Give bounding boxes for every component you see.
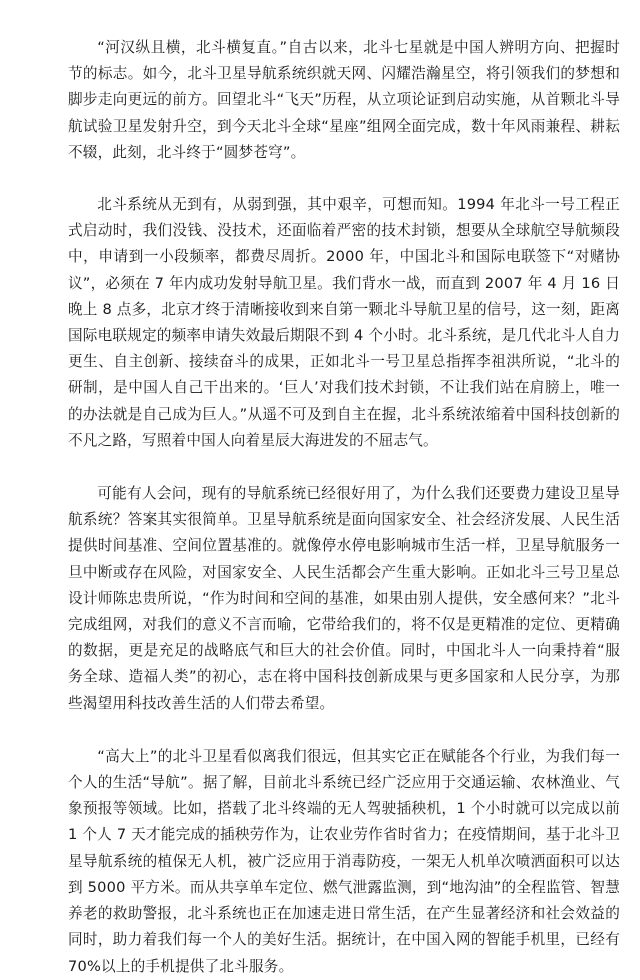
- paragraph-why-satellite-navigation: 可能有人会问，现有的导航系统已经很好用了，为什么我们还要费力建设卫星导航系统？答案其实很简单。卫星导航系统是面向国家安全、社会经济发展、人民生活提供时间基准、空间位置基准的。就像停水停电影响城市生活一样，卫星导航服务一旦中断或存在风险，对国家安全、人民生活都会产生重大影响。正如北斗三号卫星总设计师陈忠贵所说，“作为时间和空间的基准，如果由别人提供，安全感何来？”北斗完成组网，对我们的意义不言而喻，它带给我们的，将不仅是更精准的定位、更精确的数据，更是充足的战略底气和巨大的社会价值。同时，中国北斗人一向秉持着“服务全球、造福人类”的初心，志在将中国科技创新成果与更多国家和人民分享，为那些渴望用科技改善生活的人们带去希望。: [68, 485, 620, 712]
- paragraph-beidou-origin: “河汉纵且横，北斗横复直。”自古以来，北斗七星就是中国人辨明方向、把握时节的标志。如今，北斗卫星导航系统织就天网、闪耀浩瀚星空，将引领我们的梦想和脚步走向更远的前方。回望北斗“飞天”历程，从立项论证到启动实施，从首颗北斗导航试验卫星发射升空，到今天北斗全球“星座”组网全面完成，数十年风雨兼程、耕耘不辍，此刻，北斗终于“圆梦苍穹”。: [68, 39, 620, 161]
- paragraph-beidou-applications: “高大上”的北斗卫星看似离我们很远，但其实它正在赋能各个行业，为我们每一个人的生活“导航”。据了解，目前北斗系统已经广泛应用于交通运输、农林渔业、气象预报等领域。比如，搭载了北斗终端的无人驾驶插秧机，1 个小时就可以完成以前 1 个人 7 天才能完成的插秧劳作为，让农业劳作省时省力；在疫情期间，基于北斗卫星导航系统的植保无人机，被广泛应用于消毒防疫，一架无人机单次喷洒面积可以达到 5000 平方米。而从共享单车定位、燃气泄露监测，到“地沟油”的全程监管、智慧养老的救助警报，北斗系统也正在加速走进日常生活，在产生显著经济和社会效益的同时，助力着我们每一个人的美好生活。据统计，在中国入网的智能手机里，已经有 70%以上的手机提供了北斗服务。: [68, 747, 620, 975]
- article-body: [68, 35, 620, 980]
- paragraph-beidou-history: 北斗系统从无到有，从弱到强，其中艰辛，可想而知。1994 年北斗一号工程正式启动时，我们没钱、没技术，还面临着严密的技术封锁，想要从全球航空导航频段中，申请到一小段频率，都费尽周折。2000 年，中国北斗和国际电联签下“对赌协议”，必须在 7 年内成功发射导航卫星。我们背水一战，而直到 2007 年 4 月 16 日晚上 8 点多，北京才终于清晰接收到来自第一颗北斗导航卫星的信号，这一刻，距离国际电联规定的频率申请失效最后期限不到 4 个小时。北斗系统，是几代北斗人自力更生、自主创新、接续奋斗的成果，正如北斗一号卫星总指挥李祖洪所说，“北斗的研制，是中国人自己干出来的。‘巨人’对我们技术封锁，不让我们站在肩膀上，唯一的办法就是自己成为巨人。”从遥不可及到自主在握，北斗系统浓缩着中国科技创新的不凡之路，写照着中国人向着星辰大海进发的不屈志气。: [68, 196, 620, 449]
